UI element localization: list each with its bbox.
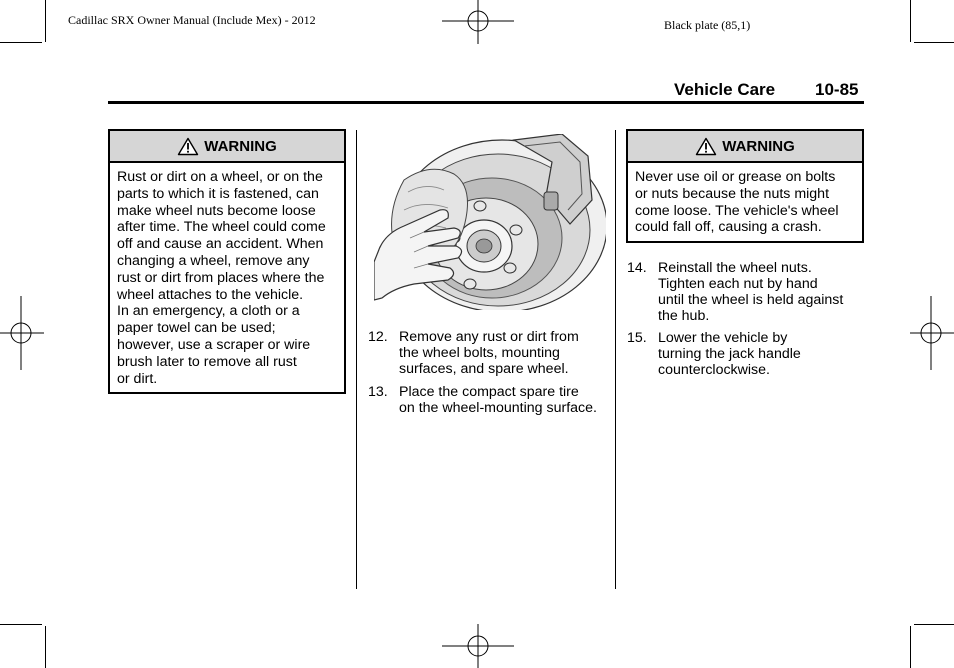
warning-line: brush later to remove all rust	[117, 353, 297, 370]
plate-label: Black plate (85,1)	[664, 18, 751, 32]
registration-mark-top-icon	[442, 0, 514, 44]
step-line: the wheel bolts, mounting	[399, 345, 560, 361]
warning-line: rust or dirt from places where the	[117, 269, 325, 286]
warning-line: wheel attaches to the vehicle.	[117, 286, 304, 303]
step-number: 15.	[627, 330, 647, 346]
step-number: 14.	[627, 260, 647, 276]
crop-mark	[45, 626, 46, 668]
warning-line: or dirt.	[117, 370, 158, 387]
warning-header	[628, 131, 862, 163]
registration-mark-right-icon	[910, 296, 954, 370]
step-line: the hub.	[658, 308, 710, 324]
warning-heading: WARNING	[204, 137, 277, 155]
warning-line: Rust or dirt on a wheel, or on the	[117, 169, 323, 185]
warning-line: paper towel can be used;	[117, 320, 276, 337]
warning-line: could fall off, causing a crash.	[635, 219, 822, 236]
warning-line: Never use oil or grease on bolts	[635, 169, 836, 185]
warning-text	[628, 163, 862, 242]
step-line: Reinstall the wheel nuts.	[658, 260, 812, 276]
section-title: Vehicle Care	[674, 80, 776, 99]
warning-line: or nuts because the nuts might	[635, 185, 830, 202]
step-14	[627, 260, 867, 326]
step-13	[368, 384, 608, 418]
warning-box-right	[626, 129, 864, 243]
warning-triangle-icon	[177, 137, 199, 156]
page-number: 10-85	[815, 80, 859, 99]
warning-line: parts to which it is fastened, can	[117, 185, 319, 202]
crop-mark	[914, 42, 954, 43]
column-divider	[615, 130, 616, 589]
warning-text	[110, 163, 344, 393]
column-divider	[356, 130, 357, 589]
registration-mark-bottom-icon	[442, 624, 514, 668]
warning-line: after time. The wheel could come	[117, 219, 326, 236]
step-12	[368, 329, 608, 379]
warning-line: off and cause an accident. When	[117, 236, 324, 253]
crop-mark	[910, 626, 911, 668]
step-number: 13.	[368, 384, 388, 400]
warning-heading: WARNING	[722, 137, 795, 155]
warning-box-left	[108, 129, 346, 394]
document-title: Cadillac SRX Owner Manual (Include Mex) - 2012	[68, 13, 316, 27]
warning-line: In an emergency, a cloth or a	[117, 303, 300, 320]
step-line: Place the compact spare tire	[399, 384, 579, 400]
step-line: turning the jack handle	[658, 346, 801, 362]
warning-header	[110, 131, 344, 163]
crop-mark	[0, 42, 42, 43]
step-number: 12.	[368, 329, 388, 345]
warning-triangle-icon	[695, 137, 717, 156]
wheel-hub-cleaning-illustration	[374, 134, 606, 310]
step-line: Lower the vehicle by	[658, 330, 788, 346]
crop-mark	[914, 624, 954, 625]
warning-line: changing a wheel, remove any	[117, 252, 310, 269]
step-line: until the wheel is held against	[658, 292, 844, 308]
warning-line: however, use a scraper or wire	[117, 336, 311, 353]
warning-line: come loose. The vehicle's wheel	[635, 202, 839, 219]
registration-mark-left-icon	[0, 296, 44, 370]
step-line: counterclockwise.	[658, 362, 770, 378]
header-rule	[108, 101, 864, 104]
crop-mark	[45, 0, 46, 42]
step-line: Remove any rust or dirt from	[399, 329, 579, 345]
crop-mark	[910, 0, 911, 42]
crop-mark	[0, 624, 42, 625]
warning-line: make wheel nuts become loose	[117, 202, 316, 219]
step-line: Tighten each nut by hand	[658, 276, 818, 292]
step-line: surfaces, and spare wheel.	[399, 361, 569, 377]
step-line: on the wheel-mounting surface.	[399, 400, 597, 416]
step-15	[627, 330, 867, 380]
